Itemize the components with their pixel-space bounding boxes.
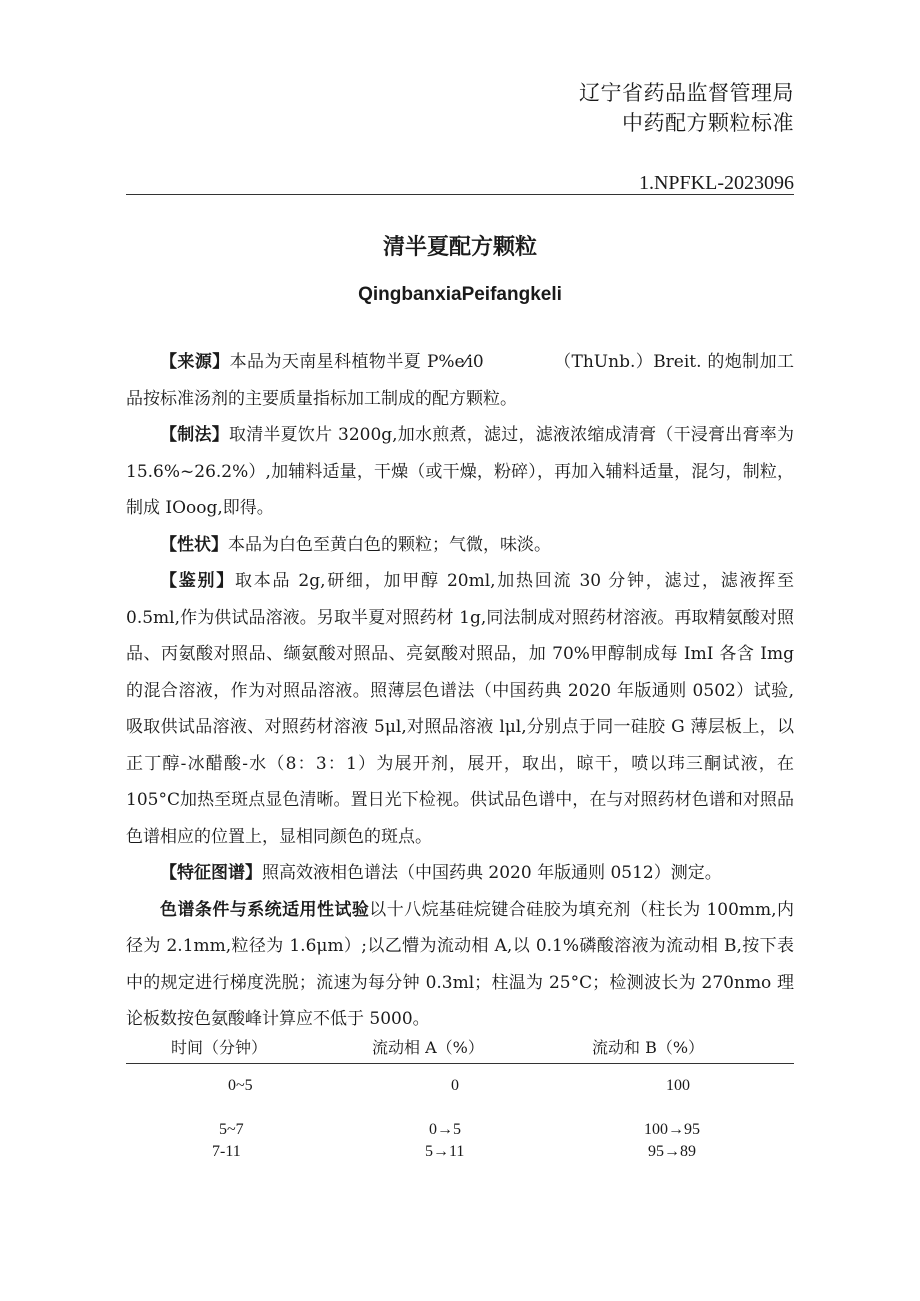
standard-number: 1.NPFKL-2023096	[638, 172, 794, 194]
cell-phase-b: 100	[666, 1077, 690, 1094]
document-body	[126, 344, 794, 1038]
section-label: 【性状】	[160, 534, 228, 555]
column-header-phase-a: 流动相 A（%）	[372, 1038, 484, 1057]
header-divider	[126, 194, 794, 195]
table-row	[126, 1077, 794, 1101]
section-label: 【来源】	[160, 352, 230, 372]
section-text: 本品为白色至黄白色的颗粒；气微，味淡。	[228, 534, 551, 555]
table-header-rule	[126, 1063, 794, 1064]
page-title-pinyin: QingbanxiaPeifangkeli	[358, 284, 562, 305]
issuer-org: 辽宁省药品监督管理局	[579, 81, 794, 105]
section-identification	[126, 563, 794, 855]
section-label: 【鉴别】	[160, 571, 236, 591]
cell-time: 5~7	[219, 1121, 244, 1138]
section-chromatography	[126, 892, 794, 1038]
section-character	[126, 527, 794, 564]
section-text: 以十八烷基硅烷键合硅胶为填充剂（柱长为 100mm,内径为 2.1mm,粒径为 1.6μm）;以乙懵为流动相 A,以 0.1%磷酸溶液为流动相 B,按下表中的规定进行梯度洗脱；流速为每分钟 0.3ml；柱温为 25°C；检测波长为 270nmo 理论板数按色氨酸峰计算应不低于 5000。	[126, 899, 795, 1029]
cell-phase-b: 95→89	[648, 1143, 696, 1160]
gradient-table	[126, 1035, 794, 1160]
section-source	[126, 344, 794, 417]
page-title: 清半夏配方颗粒	[382, 235, 537, 260]
section-label: 【制法】	[160, 425, 229, 445]
section-text: 取本品 2g,研细，加甲醇 20ml,加热回流 30 分钟，滤过，滤液挥至 0.5ml,作为供试品溶液。另取半夏对照药材 1g,同法制成对照药材溶液。再取精氨酸对照品、丙氨酸对照品、缬氨酸对照品、亮氨酸对照品，加 70%甲醇制成每 ImI 各含 Img 的混合溶液，作为对照品溶液。照薄层色谱法（中国药典 2020 年版通则 0502）试验, 吸取供试品溶液、对照药材溶液 5μl,对照品溶液 lμl,分别点于同一硅胶 G 薄层板上，以正丁醇-冰醋酸-水（8：3：1）为展开剂，展开，取出，晾干，喷以玮三酮试液，在 105°C加热至斑点显色清晰。置日光下检视。供试品色谱中，在与对照药材色谱和对照品色谱相应的位置上，显相同颜色的斑点。	[126, 571, 794, 847]
table-header-row	[126, 1035, 794, 1063]
table-row	[126, 1121, 794, 1145]
table-row	[126, 1143, 794, 1167]
section-label: 【特征图谱】	[160, 863, 262, 883]
section-label: 色谱条件与系统适用性试验	[160, 899, 370, 920]
document-type: 中药配方颗粒标准	[622, 111, 794, 135]
cell-phase-a: 0	[451, 1077, 459, 1094]
cell-phase-a: 0→5	[429, 1121, 461, 1138]
section-text: 本品为天南星科植物半夏 P%e⁄i0	[229, 352, 484, 372]
section-text: （ThUnb.）Breit. 的炮制加工品按标准汤剂的主要质量指标加工制成的配方颗粒。	[126, 352, 794, 409]
issuer-header	[579, 78, 794, 138]
section-method	[126, 417, 794, 527]
section-text: 取清半夏饮片 3200g,加水煎煮，滤过，滤液浓缩成清膏（干浸膏出膏率为 15.6%~26.2%）,加辅料适量，干燥（或干燥，粉碎），再加入辅料适量，混匀，制粒，制成 IOoog,即得。	[126, 425, 795, 518]
section-fingerprint	[126, 855, 794, 892]
column-header-phase-b: 流动和 B（%）	[592, 1038, 705, 1057]
cell-time: 0~5	[228, 1077, 253, 1094]
section-text: 照高效液相色谱法（中国药典 2020 年版通则 0512）测定。	[262, 863, 722, 883]
column-header-time: 时间（分钟）	[171, 1038, 268, 1057]
cell-time: 7-11	[212, 1143, 241, 1160]
cell-phase-b: 100→95	[644, 1121, 700, 1138]
cell-phase-a: 5→11	[425, 1143, 465, 1160]
